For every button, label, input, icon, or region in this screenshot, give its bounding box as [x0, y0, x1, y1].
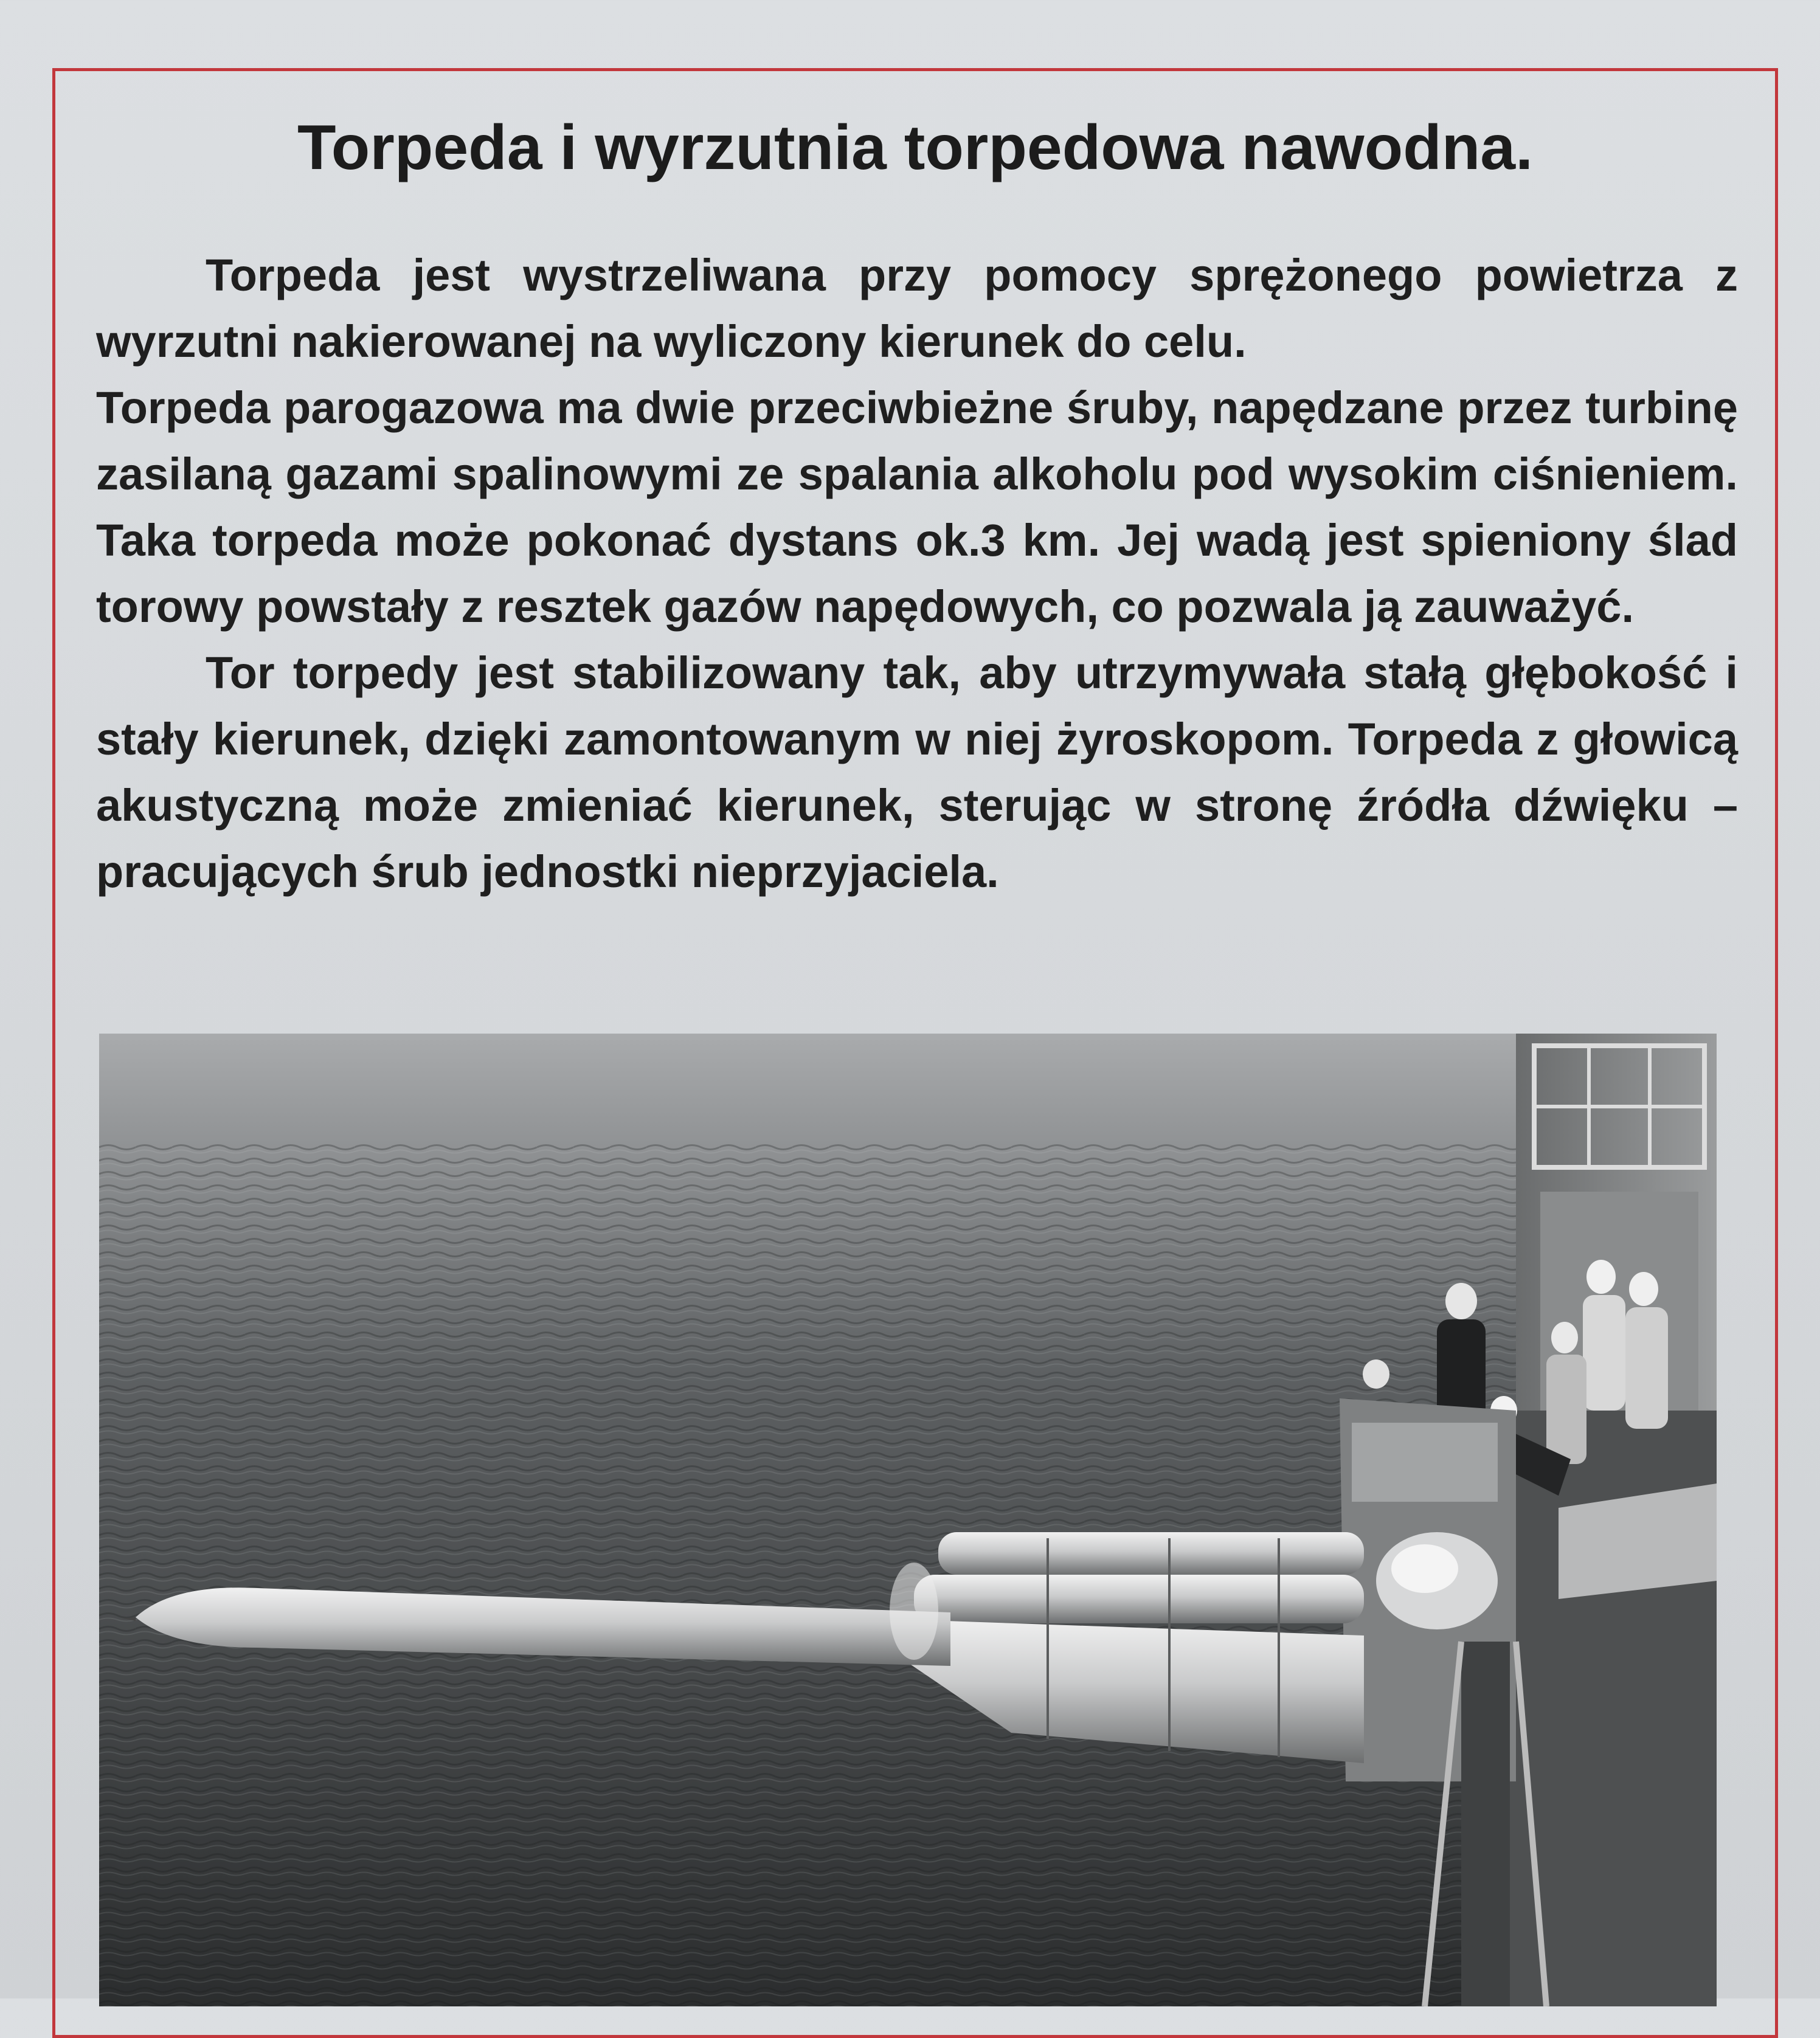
- torpedo-launch-photo: [99, 1034, 1717, 2006]
- description-text: [96, 242, 1738, 905]
- board-title: Torpeda i wyrzutnia torpedowa nawodna.: [297, 112, 1533, 183]
- torpedo-launch-illustration: [99, 1034, 1717, 2006]
- paragraph-guidance: Tor torpedy jest stabilizowany tak, aby utrzymywała stałą głębokość i stały kierunek, dzięki zamontowanym w niej żyroskopom. Torpeda z głowicą akustyczną może zmieniać kierunek, sterując w stronę źródła dźwięku – pracujących śrub jednostki nieprzyjaciela.: [96, 648, 1738, 897]
- paragraph-propulsion: Torpeda parogazowa ma dwie przeciwbieżne śruby, napędzane przez turbinę zasilaną gazami spalinowymi ze spalania alkoholu pod wysokim ciśnieniem. Taka torpeda może pokonać dystans ok.3 km. Jej wadą jest spieniony ślad torowy powstały z resztek gazów napędowych, co pozwala ją zauważyć.: [96, 382, 1738, 632]
- paragraph-launch: Torpeda jest wystrzeliwana przy pomocy sprężonego powietrza z wyrzutni nakierowanej na wyliczony kierunek do celu.: [96, 250, 1738, 367]
